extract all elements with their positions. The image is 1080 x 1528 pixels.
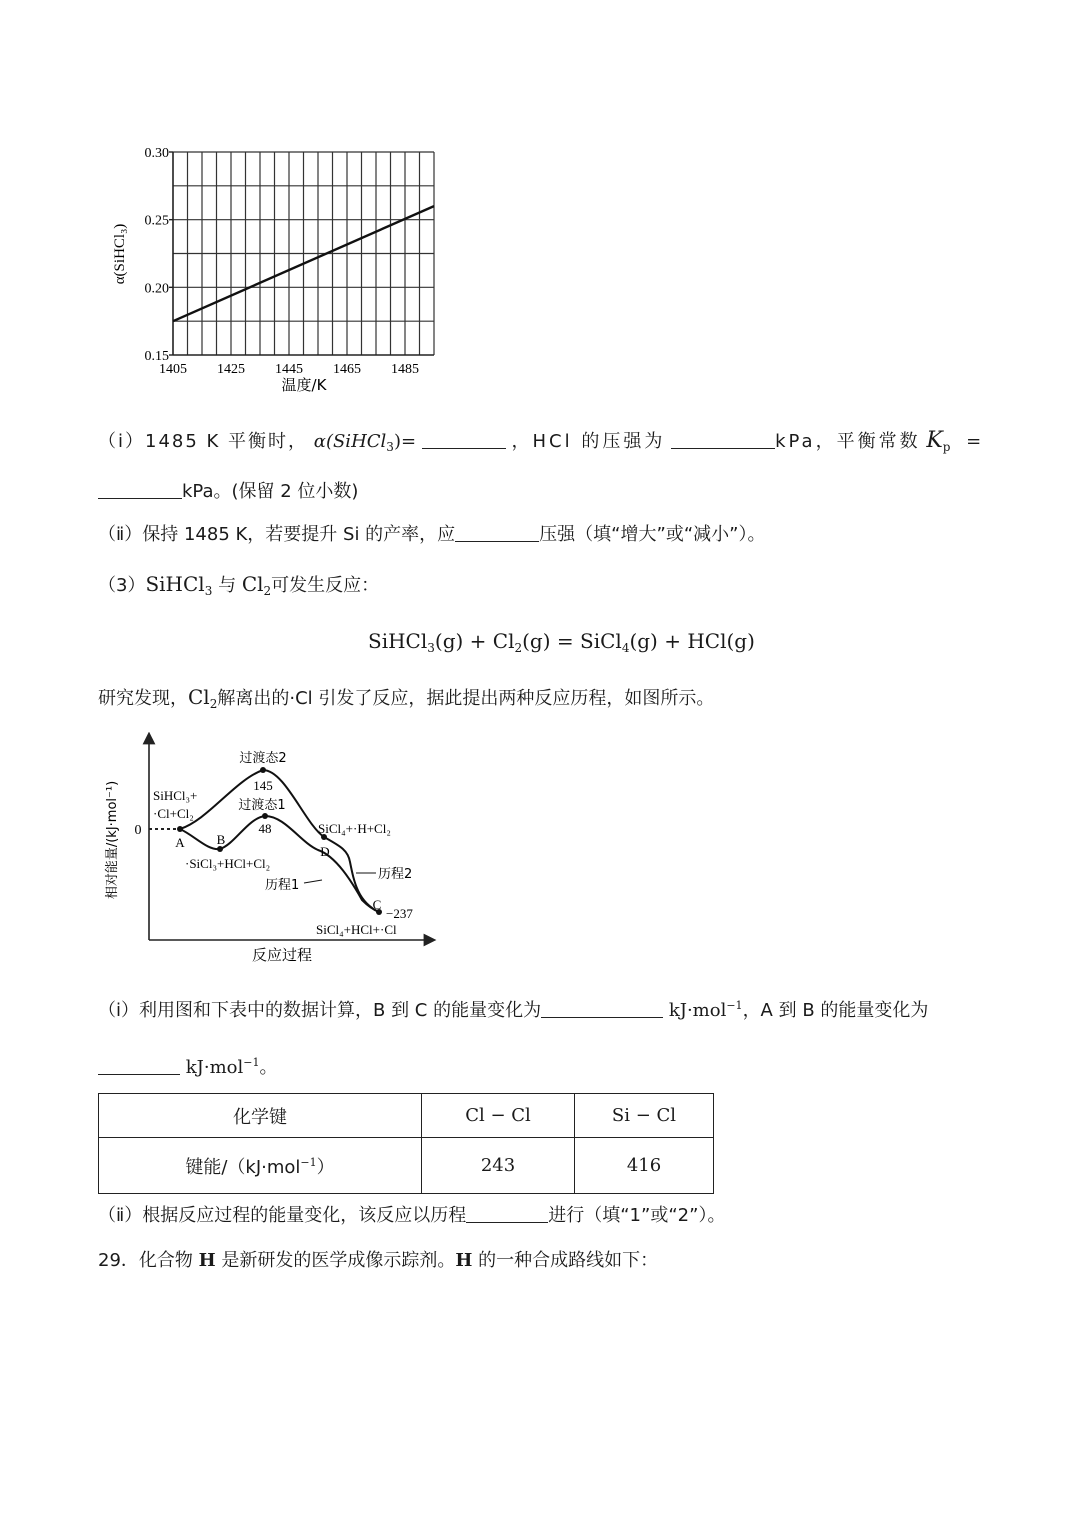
formula-sub-2: 2 bbox=[263, 584, 272, 598]
question-ii bbox=[98, 523, 765, 547]
alpha-equals: )= bbox=[393, 431, 417, 452]
question-29 bbox=[98, 1249, 658, 1273]
q29-number: 29．化合物 bbox=[98, 1250, 199, 1271]
kp-equals: = bbox=[966, 431, 982, 452]
alpha-temperature-chart bbox=[100, 135, 460, 405]
point-A bbox=[177, 826, 183, 832]
alpha-expression: α(SiHCl bbox=[313, 431, 387, 452]
research-text-a: 研究发现， bbox=[98, 688, 188, 709]
question-3-i-line2 bbox=[98, 1056, 277, 1080]
ts2-label: 过渡态2 bbox=[239, 751, 287, 766]
bond-energy-table bbox=[98, 1093, 714, 1194]
question-i-prefix: （ⅰ）1485 K 平衡时， bbox=[98, 431, 309, 452]
header-si-cl: Si − Cl bbox=[575, 1094, 714, 1138]
energy-x-label: 反应过程 bbox=[251, 946, 313, 964]
label-A: A bbox=[175, 835, 185, 850]
x-tick-label: 1405 bbox=[159, 362, 187, 377]
question-i-line2 bbox=[98, 480, 358, 504]
eq-part-3: (g) = SiCl bbox=[522, 629, 622, 653]
formula-sihcl3: SiHCl bbox=[145, 572, 205, 596]
hcl-pressure-blank[interactable] bbox=[671, 430, 775, 449]
q3ii-text-a: （ⅱ）根据反应过程的能量变化，该反应以历程 bbox=[98, 1205, 467, 1226]
row-label-text: 键能/（kJ·mol bbox=[185, 1156, 301, 1178]
y-tick-label: 0.30 bbox=[144, 146, 169, 161]
question-i-line1 bbox=[98, 429, 981, 454]
q29-compound-h-2: H bbox=[455, 1250, 473, 1271]
label-B: B bbox=[216, 832, 226, 847]
q3i-text-a: （ⅰ）利用图和下表中的数据计算，B 到 C 的能量变化为 bbox=[98, 1000, 542, 1021]
formula-sub-3: 3 bbox=[204, 584, 213, 598]
eq-sub-1: 3 bbox=[427, 641, 435, 655]
question-ii-text-b: 压强（填“增大”或“减小”）。 bbox=[539, 524, 766, 545]
b-to-c-blank[interactable] bbox=[541, 999, 663, 1018]
alpha-answer-blank[interactable] bbox=[422, 430, 506, 449]
row-label-sup: −1 bbox=[300, 1155, 317, 1169]
hcl-pressure-text: ，HCl 的压强为 bbox=[511, 431, 666, 452]
x-tick-label: 1485 bbox=[391, 362, 419, 377]
header-cl-cl: Cl − Cl bbox=[422, 1094, 575, 1138]
row-label-end: ） bbox=[316, 1156, 335, 1178]
q3i-unit: kJ·mol bbox=[668, 1000, 727, 1021]
label-D: D bbox=[320, 844, 330, 859]
pathway-1-label: 历程1 bbox=[265, 878, 300, 893]
research-cl: Cl bbox=[188, 685, 210, 709]
C-species: SiCl₄+HCl+·Cl bbox=[316, 922, 397, 937]
value-si-cl: 416 bbox=[575, 1138, 714, 1194]
pressure-answer-blank[interactable] bbox=[455, 523, 539, 542]
question-3-mid: 与 bbox=[218, 575, 237, 596]
question-3-i-line1 bbox=[98, 999, 928, 1023]
table-header-row bbox=[99, 1094, 714, 1138]
question-3-prefix: （3） bbox=[98, 575, 146, 596]
y-axis-label: α(SiHCl₃) bbox=[112, 223, 128, 285]
eq-part-1: SiHCl bbox=[368, 629, 428, 653]
research-text-b: 解离出的·Cl 引发了反应，据此提出两种反应历程，如图所示。 bbox=[217, 688, 715, 709]
q3i-line2-unit: kJ·mol bbox=[185, 1057, 244, 1078]
ts2-value: 145 bbox=[253, 778, 273, 793]
point-ts1 bbox=[262, 813, 268, 819]
y-tick-label: 0.15 bbox=[144, 349, 169, 364]
pathway-answer-blank[interactable] bbox=[466, 1204, 548, 1223]
kp-unit-note: kPa。(保留 2 位小数) bbox=[182, 481, 359, 502]
research-finding bbox=[98, 685, 714, 711]
start-species-line2: ·Cl+Cl₂ bbox=[153, 806, 194, 821]
alpha-subscript: 3 bbox=[386, 440, 394, 454]
header-bond: 化学键 bbox=[99, 1094, 422, 1138]
eq-part-4: (g) + HCl(g) bbox=[629, 629, 755, 653]
pathway-2-label: 历程2 bbox=[378, 867, 413, 882]
table-row bbox=[99, 1138, 714, 1194]
kpa-kp-text: kPa，平衡常数 bbox=[775, 431, 921, 452]
start-species-line1: SiHCl₃+ bbox=[153, 788, 198, 803]
eq-sub-2: 2 bbox=[514, 641, 523, 655]
y-tick-label: 0.25 bbox=[144, 213, 169, 229]
kp-answer-blank[interactable] bbox=[98, 480, 182, 499]
y-tick-label: 0.20 bbox=[144, 281, 169, 297]
formula-cl2: Cl bbox=[241, 572, 264, 596]
energy-y-label: 相对能量/(kJ·mol⁻¹) bbox=[105, 780, 120, 900]
q29-end: 的一种合成路线如下： bbox=[472, 1250, 659, 1271]
x-tick-label: 1425 bbox=[217, 362, 245, 377]
kp-symbol: K bbox=[926, 428, 943, 453]
reaction-equation bbox=[368, 628, 755, 654]
q3i-line2-end: 。 bbox=[259, 1057, 278, 1078]
x-tick-label: 1465 bbox=[333, 362, 361, 377]
question-3-ii bbox=[98, 1204, 725, 1228]
q3i-line2-sup: −1 bbox=[243, 1056, 260, 1069]
ts1-label: 过渡态1 bbox=[238, 798, 286, 813]
D-species: SiCl₄+·H+Cl₂ bbox=[318, 821, 391, 836]
q29-mid: 是新研发的医学成像示踪剂。 bbox=[215, 1250, 456, 1271]
zero-label: 0 bbox=[134, 823, 142, 838]
q29-compound-h: H bbox=[198, 1250, 216, 1271]
q3i-unit-sup: −1 bbox=[726, 999, 743, 1012]
energy-profile-diagram bbox=[100, 732, 440, 972]
research-sub: 2 bbox=[209, 697, 218, 711]
question-3-tail: 可发生反应： bbox=[271, 575, 380, 596]
q3i-text-b: ，A 到 B 的能量变化为 bbox=[742, 1000, 929, 1021]
C-value: −237 bbox=[386, 906, 413, 921]
question-ii-text-a: （ⅱ）保持 1485 K，若要提升 Si 的产率，应 bbox=[98, 524, 456, 545]
a-to-b-blank[interactable] bbox=[98, 1056, 180, 1075]
x-axis-label: 温度/K bbox=[281, 376, 327, 394]
row-label-bond-energy bbox=[99, 1138, 422, 1194]
kp-subscript: p bbox=[942, 440, 951, 454]
eq-part-2: (g) + Cl bbox=[434, 629, 515, 653]
value-cl-cl: 243 bbox=[422, 1138, 575, 1194]
B-species: ·SiCl₃+HCl+Cl₂ bbox=[185, 856, 271, 871]
pathway-1-leader bbox=[304, 880, 322, 883]
eq-sub-3: 4 bbox=[621, 641, 630, 655]
chart-grid bbox=[173, 152, 434, 355]
point-ts2 bbox=[260, 767, 266, 773]
question-3 bbox=[98, 572, 379, 598]
label-C: C bbox=[372, 897, 382, 912]
ts1-value: 48 bbox=[258, 821, 272, 836]
q3ii-text-b: 进行（填“1”或“2”）。 bbox=[548, 1205, 726, 1226]
x-tick-label: 1445 bbox=[275, 362, 303, 377]
